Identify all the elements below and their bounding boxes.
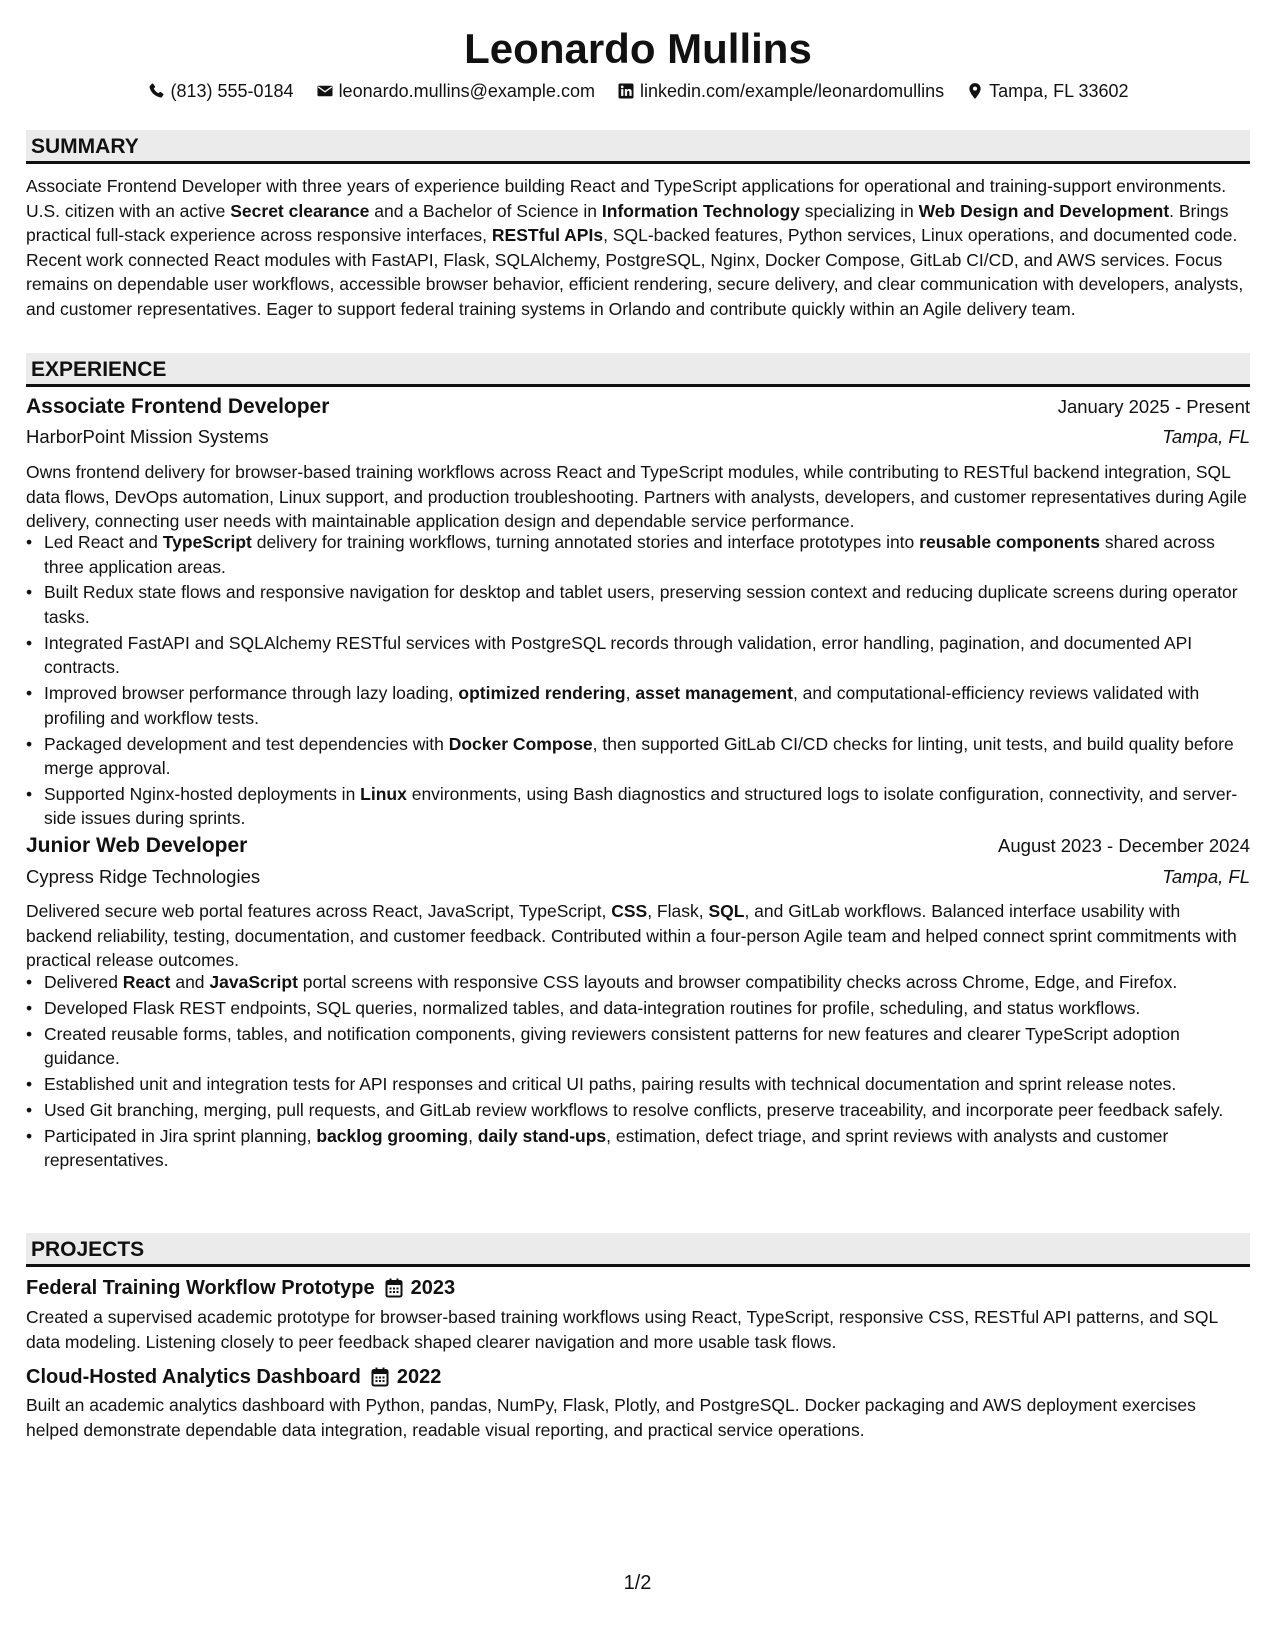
calendar-icon [371,1367,389,1387]
project-2-description: Built an academic analytics dashboard with Python, pandas, NumPy, Flask, Plotly, and PostgreSQL. Docker packaging and AWS deployment exercises helped demonstrate dependable data integration, readable visual reporting, and practical service operations. [26,1395,1196,1440]
job-1-header [26,395,1250,423]
map-pin-icon [966,82,984,100]
job-2-org [26,866,1250,894]
project-title: Federal Training Workflow Prototype [26,1276,375,1299]
emphasis-text: RESTful APIs [491,225,604,245]
project-title: Cloud-Hosted Analytics Dashboard [26,1365,361,1388]
emphasis-text: SQL [708,901,745,921]
emphasis-text: Linux [360,783,407,804]
envelope-icon [316,82,334,100]
project-2-header [26,1363,441,1391]
summary-text: Associate Frontend Developer with three years of experience building React and TypeScript applications for operational and training-support environments. U.S. citizen with an active Secret clearance and a Bachelor of Science in Information Technology specializing in Web Design and Development. Brings practical full-stack experience across responsive interfaces, RESTful APIs, SQL-backed features, Python services, Linux operations, and documented code. Recent work connected React modules with FastAPI, Flask, SQLAlchemy, PostgreSQL, Nginx, Docker Compose, GitLab CI/CD, and AWS services. Focus remains on dependable user workflows, accessible browser behavior, efficient rendering, secure delivery, and clear communication with developers, analysts, and customer representatives. Eager to support federal training systems in Orlando and contribute quickly within an Agile delivery team. [26,176,1244,319]
contact-linkedin[interactable] [617,79,944,103]
bullet-item: • Participated in Jira sprint planning, backlog grooming, daily stand-ups, estimation, defect triage, and sprint reviews with analysts and customer representatives. [26,1124,1250,1173]
job-title: Junior Web Developer [26,834,248,857]
candidate-name: Leonardo Mullins [464,25,812,72]
emphasis-text: React [122,972,171,992]
summary-heading: SUMMARY [26,130,1250,164]
contact-bar [26,79,1250,103]
project-year-text: 2023 [410,1276,456,1299]
linkedin-link[interactable]: linkedin.com/example/leonardomullins [639,81,945,101]
job-title: Associate Frontend Developer [26,395,330,418]
project-year [371,1366,442,1389]
bullet-item: • Developed Flask REST endpoints, SQL queries, normalized tables, and data-integration routines for profile, scheduling, and status workflows. [26,996,1250,1021]
emphasis-text: daily stand-ups [477,1125,607,1146]
email-link[interactable]: leonardo.mullins@example.com [338,81,595,101]
linkedin-icon [617,82,635,100]
projects-heading: PROJECTS [26,1233,1250,1267]
contact-location [966,79,1128,103]
bullet-item: • Improved browser performance through lazy loading, optimized rendering, asset management, and computational-efficiency reviews validated with profiling and workflow tests. [26,681,1250,730]
company-name: Cypress Ridge Technologies [26,866,261,887]
emphasis-text: reusable components [919,532,1101,552]
emphasis-text: CSS [611,901,648,921]
job-location: Tampa, FL [1162,426,1250,447]
contact-email[interactable] [316,79,595,103]
page-number: 1/2 [623,1572,652,1594]
bullet-item: • Integrated FastAPI and SQLAlchemy RESTful services with PostgreSQL records through validation, error handling, pagination, and documented API contracts. [26,631,1250,680]
bullet-item: • Led React and TypeScript delivery for training workflows, turning annotated stories and interface prototypes into reusable components shared across three application areas. [26,530,1250,579]
bullet-item: • Delivered React and JavaScript portal screens with responsive CSS layouts and browser compatibility checks across Chrome, Edge, and Firefox. [26,970,1250,995]
emphasis-text: JavaScript [209,972,298,992]
job-1-description: Owns frontend delivery for browser-based training workflows across React and TypeScript modules, while contributing to RESTful backend integration, SQL data flows, DevOps automation, Linux support, and production troubleshooting. Partners with analysts, developers, and customer representatives during Agile delivery, connecting user needs with maintainable application design and dependable service performance. [26,462,1247,531]
emphasis-text: Secret clearance [230,200,370,221]
project-year [385,1277,456,1300]
project-1-header [26,1274,455,1302]
job-location: Tampa, FL [1162,866,1250,887]
job-2-description: Delivered secure web portal features across React, JavaScript, TypeScript, CSS, Flask, SQL, and GitLab workflows. Balanced interface usability with backend reliability, testing, documentation, and customer feedback. Contributed within a four-person Agile team and helped connect sprint commitments with practical release outcomes. [26,901,1237,970]
bullet-item: • Packaged development and test dependencies with Docker Compose, then supported GitLab CI/CD checks for linting, unit tests, and build quality before merge approval. [26,732,1250,781]
phone-icon [147,82,165,100]
phone-text: (813) 555-0184 [170,81,294,101]
job-1-org [26,426,1250,454]
experience-heading: EXPERIENCE [26,353,1250,387]
location-text: Tampa, FL 33602 [989,81,1129,101]
job-1-bullets [26,530,1250,832]
bullet-item: • Supported Nginx-hosted deployments in Linux environments, using Bash diagnostics and structured logs to isolate configuration, connectivity, and server-side issues during sprints. [26,782,1250,831]
project-year-text: 2022 [396,1365,442,1388]
emphasis-text: asset management [635,683,793,704]
company-name: HarborPoint Mission Systems [26,426,269,447]
emphasis-text: backlog grooming [316,1125,469,1146]
emphasis-text: Information Technology [601,200,800,221]
bullet-item: • Built Redux state flows and responsive navigation for desktop and tablet users, preserving session context and reducing duplicate screens during operator tasks. [26,580,1250,629]
job-2-bullets [26,970,1250,1174]
bullet-item: • Used Git branching, merging, pull requests, and GitLab review workflows to resolve conflicts, preserve traceability, and incorporate peer feedback safely. [26,1098,1250,1123]
bullet-item: • Established unit and integration tests for API responses and critical UI paths, pairing results with technical documentation and sprint release notes. [26,1072,1250,1097]
job-dates: January 2025 - Present [1057,396,1250,417]
emphasis-text: Docker Compose [448,733,593,754]
project-1-description: Created a supervised academic prototype for browser-based training workflows using React, TypeScript, responsive CSS, RESTful API patterns, and SQL data modeling. Listening closely to peer feedback shaped clearer navigation and more usable task flows. [26,1307,1218,1352]
emphasis-text: Web Design and Development [918,200,1170,221]
emphasis-text: optimized rendering [458,683,626,704]
bullet-item: • Created reusable forms, tables, and notification components, giving reviewers consistent patterns for new features and clearer TypeScript adoption guidance. [26,1022,1250,1071]
calendar-icon [385,1278,403,1298]
emphasis-text: TypeScript [162,532,252,552]
job-2-header [26,834,1250,862]
job-dates: August 2023 - December 2024 [998,835,1250,856]
contact-phone [147,79,293,103]
